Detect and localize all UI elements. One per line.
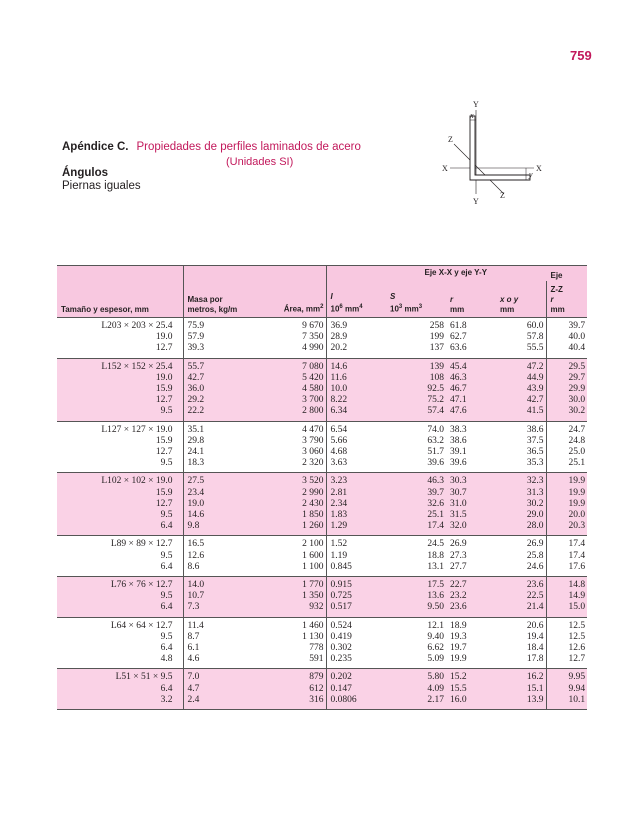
cell-i: 1.52 1.19 0.845: [326, 536, 386, 577]
cell-s: 12.1 9.40 6.62 5.09: [427, 620, 444, 665]
cell-size: L102 × 102 × 19.0 15.9 12.7 9.5 6.4: [57, 473, 183, 536]
cell-area: 1 460 1 130 778 591: [302, 620, 324, 665]
label-z-bottom: Z: [500, 191, 505, 200]
appendix-heading: [62, 141, 361, 153]
cell-xy: 23.6 22.5 21.4: [496, 577, 546, 618]
cell-i: 6.54 5.66 4.68 3.63: [326, 421, 386, 473]
cell-size: L203 × 203 × 25.4 19.0 12.7: [101, 321, 173, 354]
cell-r: 45.4 46.3 46.7 47.1 47.6: [446, 358, 496, 421]
cell-i: 0.524 0.419 0.302 0.235: [326, 617, 386, 669]
appendix-label: Apéndice C.: [62, 141, 129, 153]
col-r: r mm: [446, 281, 496, 318]
cell-rz: 19.9 19.9 19.9 20.0 20.3: [546, 473, 587, 536]
cell-mass: 7.0 4.7 2.4: [183, 669, 256, 710]
cell-area: 1 770 1 350 932: [256, 577, 326, 618]
cell-rz: 12.5 12.5 12.6 12.7: [546, 617, 587, 669]
section-subtitle: Piernas iguales: [62, 180, 141, 192]
table-row-group: [57, 617, 587, 669]
label-x-left: X: [442, 164, 448, 173]
table-body: [57, 318, 587, 710]
cell-xy: 60.0 57.8 55.5: [526, 321, 544, 354]
col-mass: Masa por metros, kg/m: [183, 281, 256, 318]
cell-size: L76 × 76 × 12.7 9.5 6.4: [57, 577, 183, 618]
cell-xy: 47.2 44.9 43.9 42.7 41.5: [496, 358, 546, 421]
cell-mass: 35.1 29.8 24.1 18.3: [183, 421, 256, 473]
cell-rz: 24.7 24.8 25.0 25.1: [546, 421, 587, 473]
cell-mass: 55.7 42.7 36.0 29.2 22.2: [183, 358, 256, 421]
col-area: Área, $mm^2$: [256, 281, 326, 318]
cell-s: 17.5 13.6 9.50: [386, 577, 446, 618]
table-row-group: [57, 421, 587, 473]
cell-xy: 16.2 15.1 13.9: [496, 669, 546, 710]
label-y-bottom: Y: [473, 197, 479, 206]
z-axis-line: [454, 144, 504, 194]
table-row-group: [57, 669, 587, 710]
cell-size: L64 × 64 × 12.7 9.5 6.4 4.8: [110, 620, 173, 665]
cell-i: 0.202 0.147 0.0806: [326, 669, 386, 710]
cell-s: 24.5 18.8 13.1: [427, 539, 444, 572]
label-x-right: X: [536, 164, 542, 173]
table-row-group: [57, 536, 587, 577]
cell-i: 14.6 11.6 10.0 8.22 6.34: [326, 358, 386, 421]
units-note: (Unidades SI): [226, 156, 294, 168]
angle-properties-table: [57, 265, 587, 710]
cell-area: 4 470 3 790 3 060 2 320: [302, 424, 324, 469]
table-row-group: [57, 318, 587, 359]
col-size: Tamaño y espesor, mm: [57, 281, 183, 318]
cell-mass: 14.0 10.7 7.3: [183, 577, 256, 618]
cell-s: 46.3 39.7 32.6 25.1 17.4: [386, 473, 446, 536]
cell-area: 2 100 1 600 1 100: [302, 539, 324, 572]
cell-r: 26.9 27.3 27.7: [450, 539, 467, 572]
cell-r: 15.2 15.5 16.0: [446, 669, 496, 710]
cell-rz: 29.5 29.7 29.9 30.0 30.2: [546, 358, 587, 421]
label-y-top: Y: [473, 100, 479, 109]
cell-mass: 11.4 8.7 6.1 4.6: [183, 617, 256, 669]
cell-r: 61.8 62.7 63.6: [450, 321, 467, 354]
cell-mass: 75.9 57.9 39.3: [183, 318, 256, 359]
cell-size: L127 × 127 × 19.0 15.9 12.7 9.5: [101, 424, 173, 469]
cell-s: 5.80 4.09 2.17: [386, 669, 446, 710]
cell-xy: 32.3 31.3 30.2 29.0 28.0: [496, 473, 546, 536]
cell-area: 879 612 316: [256, 669, 326, 710]
section-title: Ángulos: [62, 167, 108, 179]
angle-shape: [470, 116, 530, 180]
cell-rz: 39.7 40.0 40.4: [546, 318, 587, 359]
cell-i: 3.23 2.81 2.34 1.83 1.29: [326, 473, 386, 536]
cell-i: 0.915 0.725 0.517: [326, 577, 386, 618]
cell-s: 74.0 63.2 51.7 39.6: [427, 424, 444, 469]
cell-size: L152 × 152 × 25.4 19.0 15.9 12.7 9.5: [57, 358, 183, 421]
group-header: Eje X-X y eje Y-Y: [424, 267, 488, 277]
col-xy: x o y mm: [496, 281, 546, 318]
cell-rz: 17.4 17.4 17.6: [546, 536, 587, 577]
label-x-small: x: [470, 111, 474, 120]
cell-area: 7 080 5 420 4 580 3 700 2 800: [256, 358, 326, 421]
cell-xy: 26.9 25.8 24.6: [526, 539, 544, 572]
cell-size: L89 × 89 × 12.7 9.5 6.4: [110, 539, 173, 572]
cell-rz: 9.95 9.94 10.1: [546, 669, 587, 710]
angle-section-diagram: [440, 98, 550, 208]
appendix-title: Propiedades de perfiles laminados de acero: [136, 141, 361, 153]
cell-size: L51 × 51 × 9.5 6.4 3.2: [57, 669, 183, 710]
cell-i: 36.9 28.9 20.2: [326, 318, 386, 359]
page-number: 759: [570, 48, 592, 63]
label-z-top: Z: [448, 135, 453, 144]
cell-mass: 27.5 23.4 19.0 14.6 9.8: [183, 473, 256, 536]
cell-s: 139 108 92.5 75.2 57.4: [386, 358, 446, 421]
col-rz: Eje Z-Z r mm: [546, 281, 587, 318]
cell-s: 258 199 137: [429, 321, 444, 354]
table-row-group: [57, 358, 587, 421]
cell-r: 22.7 23.2 23.6: [446, 577, 496, 618]
cell-xy: 20.6 19.4 18.4 17.8: [526, 620, 544, 665]
table-header: [57, 266, 587, 318]
cell-r: 18.9 19.3 19.7 19.9: [450, 620, 467, 665]
cell-xy: 38.6 37.5 36.5 35.3: [526, 424, 544, 469]
cell-rz: 14.8 14.9 15.0: [546, 577, 587, 618]
col-s: S $10^3$ $mm^3$: [386, 281, 446, 318]
table-row-group: [57, 473, 587, 536]
cell-mass: 16.5 12.6 8.6: [183, 536, 256, 577]
table-row-group: [57, 577, 587, 618]
label-y-small: y: [529, 170, 533, 179]
cell-r: 30.3 30.7 31.0 31.5 32.0: [446, 473, 496, 536]
col-i: I $10^6$ $mm^4$: [326, 281, 386, 318]
cell-area: 3 520 2 990 2 430 1 850 1 260: [256, 473, 326, 536]
cell-r: 38.3 38.6 39.1 39.6: [450, 424, 467, 469]
cell-area: 9 670 7 350 4 990: [302, 321, 324, 354]
